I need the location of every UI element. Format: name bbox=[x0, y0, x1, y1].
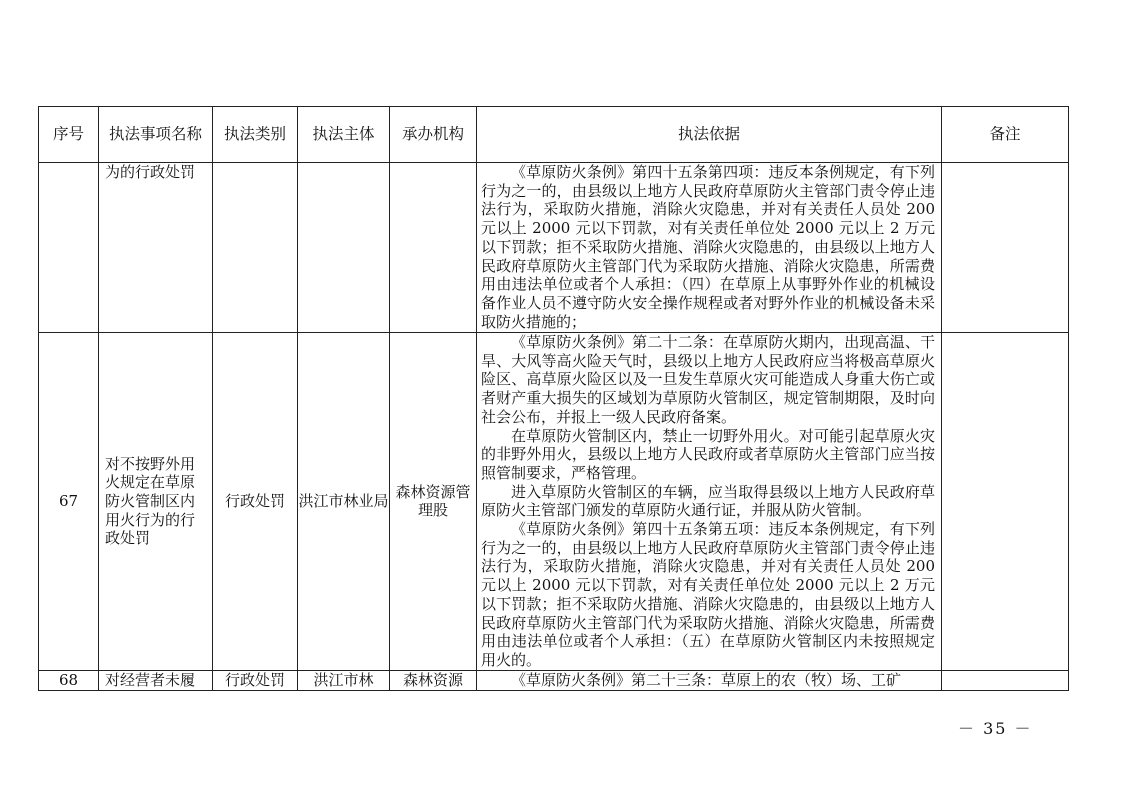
row-category: 行政处罚 bbox=[213, 333, 298, 671]
page-number: － 35 － bbox=[958, 719, 1033, 738]
header-row bbox=[39, 107, 1069, 163]
row-category bbox=[213, 163, 298, 333]
row-agency bbox=[390, 163, 477, 333]
table-row bbox=[39, 333, 1069, 671]
row-basis bbox=[477, 670, 942, 690]
row-index: 68 bbox=[39, 670, 99, 690]
row-index bbox=[39, 163, 99, 333]
header-subject: 执法主体 bbox=[298, 107, 390, 163]
row-item-name: 对经营者未履 bbox=[99, 670, 213, 690]
enforcement-table bbox=[38, 106, 1069, 691]
row-index: 67 bbox=[39, 333, 99, 671]
row-remark bbox=[942, 333, 1069, 671]
table-row bbox=[39, 163, 1069, 333]
row-basis bbox=[477, 333, 942, 671]
row-subject: 洪江市林 bbox=[298, 670, 390, 690]
header-agency: 承办机构 bbox=[390, 107, 477, 163]
header-category: 执法类别 bbox=[213, 107, 298, 163]
header-remark: 备注 bbox=[942, 107, 1069, 163]
header-basis: 执法依据 bbox=[477, 107, 942, 163]
row-category: 行政处罚 bbox=[213, 670, 298, 690]
row-agency: 森林资源管理股 bbox=[390, 333, 477, 671]
header-item-name: 执法事项名称 bbox=[99, 107, 213, 163]
row-agency: 森林资源 bbox=[390, 670, 477, 690]
row-subject bbox=[298, 163, 390, 333]
basis-paragraph: 《草原防火条例》第四十五条第五项：违反本条例规定，有下列行为之一的，由县级以上地方人民政府草原防火主管部门责令停止违法行为，采取防火措施，消除火灾隐患，并对有关责任人员处 200 元以上 2000 元以下罚款，对有关责任单位处 2000 元以上 2 万元以下罚款；拒不采取防火措施、消除火灾隐患的，由县级以上地方人民政府草原防火主管部门代为采取防火措施、消除火灾隐患，所需费用由违法单位或者个人承担：（五）在草原防火管制区内未按照规定用火的。 bbox=[481, 520, 935, 669]
row-remark bbox=[942, 670, 1069, 690]
basis-paragraph: 《草原防火条例》第二十二条：在草原防火期内，出现高温、干旱、大风等高火险天气时，县级以上地方人民政府应当将极高草原火险区、高草原火险区以及一旦发生草原火灾可能造成人身重大伤亡或者财产重大损失的区域划为草原防火管制区，规定管制期限，及时向社会公布，并报上一级人民政府备案。 bbox=[481, 333, 935, 426]
basis-paragraph: 《草原防火条例》第二十三条：草原上的农（牧）场、工矿 bbox=[511, 670, 902, 689]
row-remark bbox=[942, 163, 1069, 333]
row-item-name: 对不按野外用火规定在草原防火管制区内用火行为的行政处罚 bbox=[99, 333, 213, 671]
row-item-name: 为的行政处罚 bbox=[99, 163, 213, 333]
basis-paragraph: 进入草原防火管制区的车辆，应当取得县级以上地方人民政府草原防火主管部门颁发的草原防火通行证，并服从防火管制。 bbox=[481, 482, 935, 520]
table-row bbox=[39, 670, 1069, 690]
row-basis bbox=[477, 163, 942, 333]
basis-paragraph: 在草原防火管制区内，禁止一切野外用火。对可能引起草原火灾的非野外用火，县级以上地方人民政府或者草原防火主管部门应当按照管制要求，严格管理。 bbox=[481, 426, 935, 482]
row-subject: 洪江市林业局 bbox=[298, 333, 390, 671]
basis-paragraph: 《草原防火条例》第四十五条第四项：违反本条例规定，有下列行为之一的，由县级以上地方人民政府草原防火主管部门责令停止违法行为，采取防火措施，消除火灾隐患，并对有关责任人员处 200 元以上 2000 元以下罚款，对有关责任单位处 2000 元以上 2 万元以下罚款；拒不采取防火措施、消除火灾隐患的，由县级以上地方人民政府草原防火主管部门代为采取防火措施、消除火灾隐患，所需费用由违法单位或者个人承担：（四）在草原上从事野外作业的机械设备作业人员不遵守防火安全操作规程或者对野外作业的机械设备未采取防火措施的； bbox=[481, 163, 935, 331]
header-index: 序号 bbox=[39, 107, 99, 163]
